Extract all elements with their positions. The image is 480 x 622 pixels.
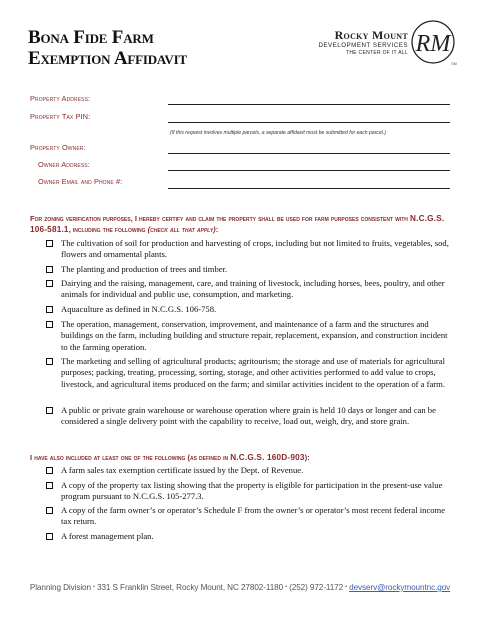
footer-division: Planning Division	[29, 583, 91, 592]
footer-email-link[interactable]: devserv@rockymountnc.gov	[349, 583, 451, 592]
checklist-item-text: The planting and production of trees and timber.	[61, 264, 228, 274]
checkbox[interactable]	[46, 266, 53, 273]
multiple-parcels-note: (If this request involves multiple parcels, a separate affidavit must be submitted for each parcel.)	[170, 130, 387, 136]
owner-address-line[interactable]	[168, 170, 450, 171]
document-title	[28, 27, 187, 69]
property-owner-line[interactable]	[168, 153, 450, 154]
checklist-item-text: The marketing and selling of agricultural products; agritourism; the storage and use of materials for agricultural purposes; packing, treating, processing, sorting, storage, and other activities performed to add value to crops, livestock, and agricultural items produced on the farm; and similar activities incident to the operation of a farm.	[61, 356, 445, 389]
included-documents-heading: I have also included at least one of the following (as defined in N.C.G.S. 160D-903):	[30, 453, 310, 462]
checkbox[interactable]	[46, 507, 53, 514]
checkbox[interactable]	[46, 240, 53, 247]
farm-purposes-heading: For zoning verification purposes, I hereby certify and claim the property shall be used for farm purposes consistent with N.C.G.S. 106-581.1, including the following (check all that apply):	[30, 214, 445, 234]
footer-address: 331 S Franklin Street, Rocky Mount, NC 27802-1180	[96, 583, 284, 592]
logo-letters: RM	[415, 31, 451, 57]
checkbox[interactable]	[46, 467, 53, 474]
checklist-item-text: A farm sales tax exemption certificate issued by the Dept. of Revenue.	[61, 465, 304, 475]
title-line-2: Exemption Affidavit	[28, 48, 187, 69]
checklist-item-text: The operation, management, conservation, improvement, and maintenance of a farm and the structures and buildings on the farm, including building and structure repair, replacement, expansion, and construction incident to the farming operation.	[61, 319, 448, 352]
checkbox[interactable]	[46, 280, 53, 287]
org-logo-text	[318, 29, 408, 57]
org-subtitle: DEVELOPMENT SERVICES	[318, 42, 408, 49]
footer-separator: •	[285, 584, 287, 590]
page-footer	[0, 583, 480, 592]
checkbox[interactable]	[46, 533, 53, 540]
checklist-item-text: Dairying and the raising, management, care, and training of livestock, including horses, bees, poultry, and other animals for individual and public use, consumption, and marketing.	[61, 278, 445, 300]
owner-email-phone-line[interactable]	[168, 188, 450, 189]
property-owner-label: Property Owner:	[30, 143, 86, 152]
org-name: Rocky Mount	[334, 28, 408, 42]
checklist-item-text: The cultivation of soil for production and harvesting of crops, including but not limited to fruits, vegetables, sod, flowers and ornamental plants.	[61, 238, 449, 260]
checkbox[interactable]	[46, 407, 53, 414]
footer-separator: •	[345, 584, 347, 590]
checklist-item-text: A public or private grain warehouse or warehouse operation where grain is held 10 days or longer and can be considered a single delivery point with the capability to receive, load out, weigh, dry, and store grain.	[61, 405, 436, 427]
checklist-item-text: A copy of the property tax listing showing that the property is eligible for participation in the present-use value program pursuant to N.C.G.S. 105-277.3.	[61, 480, 443, 502]
owner-address-label: Owner Address:	[38, 160, 90, 169]
property-tax-pin-line[interactable]	[168, 122, 450, 123]
logo-mark-text: SM	[451, 62, 457, 66]
checklist-item-text: Aquaculture as defined in N.C.G.S. 106-758.	[61, 304, 217, 314]
checklist-item-text: A forest management plan.	[61, 531, 154, 541]
property-address-label: Property Address:	[30, 94, 91, 103]
checkbox[interactable]	[46, 358, 53, 365]
checkbox[interactable]	[46, 482, 53, 489]
checkbox[interactable]	[46, 306, 53, 313]
rocky-mount-logo-icon	[409, 18, 459, 68]
property-tax-pin-label: Property Tax PIN:	[30, 112, 91, 121]
footer-phone: (252) 972-1172	[289, 583, 344, 592]
footer-separator: •	[93, 584, 95, 590]
owner-email-phone-label: Owner Email and Phone #:	[38, 177, 123, 186]
checklist-item-text: A copy of the farm owner’s or operator’s Schedule F from the owner’s or operator’s most recent federal income tax return.	[61, 505, 446, 527]
checkbox[interactable]	[46, 321, 53, 328]
title-line-1: Bona Fide Farm	[28, 27, 154, 48]
property-address-line[interactable]	[168, 104, 450, 105]
org-tagline: THE CENTER OF IT ALL	[345, 50, 408, 56]
